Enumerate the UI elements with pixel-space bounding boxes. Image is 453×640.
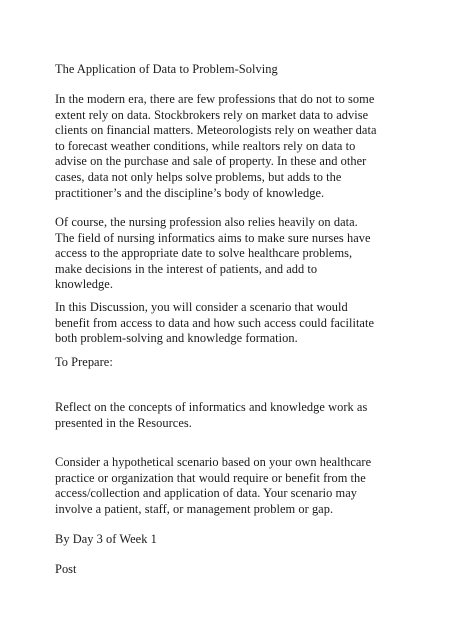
paragraph-scenario: Consider a hypothetical scenario based on your own healthcare practice or organization that would require or benefit from the access/collection and application of data. Your scenario may involve a patient, staff, or management problem or gap.: [55, 455, 372, 516]
document-title: The Application of Data to Problem-Solving: [55, 62, 278, 76]
paragraph-reflect: Reflect on the concepts of informatics and knowledge work as presented in the Resources.: [55, 400, 368, 430]
heading-to-prepare: To Prepare:: [55, 355, 113, 369]
heading-by-day: By Day 3 of Week 1: [55, 532, 157, 546]
heading-post: Post: [55, 562, 77, 576]
paragraph-discussion: In this Discussion, you will consider a scenario that would benefit from access to data and how such access could facilitate both problem-solving and knowledge formation.: [55, 300, 375, 346]
paragraph-intro: In the modern era, there are few professions that do not to some extent rely on data. Stockbrokers rely on market data to advise clients on financial matters. Meteorologists rely on weather data to forecast weather conditions, while realtors rely on data to advise on the purchase and sale of property. In these and other cases, data not only helps solve problems, but adds to the practitioner’s and the discipline’s body of knowledge.: [55, 92, 377, 200]
paragraph-nursing: Of course, the nursing profession also relies heavily on data. The field of nursing informatics aims to make sure nurses have access to the appropriate date to solve healthcare problems, make decisions in the interest of patients, and add to knowledge.: [55, 215, 371, 292]
